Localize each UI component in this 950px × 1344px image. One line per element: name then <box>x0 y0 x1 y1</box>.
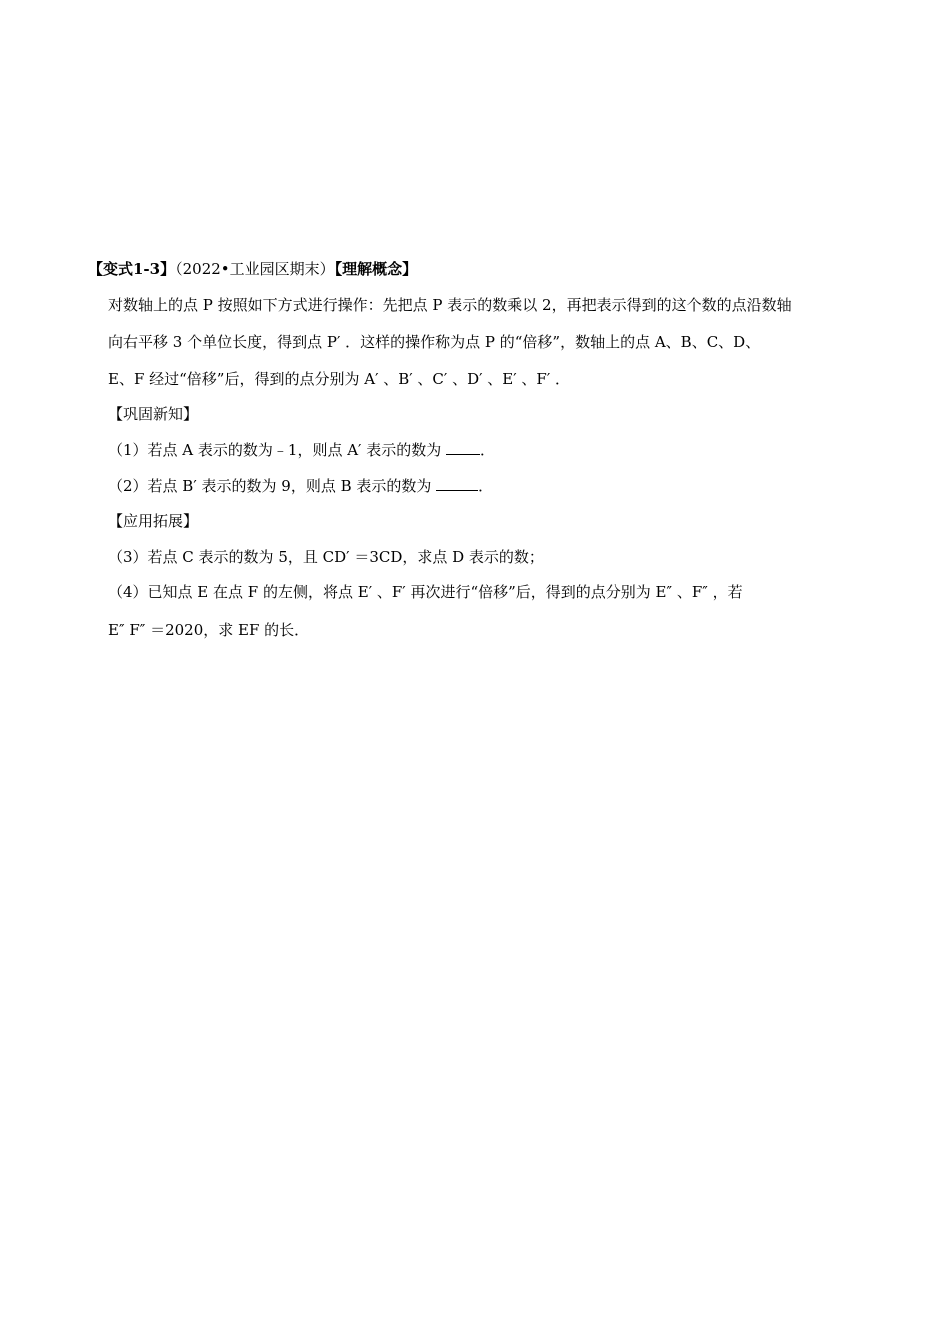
question-2-end: ． <box>478 477 494 495</box>
problem-text-line-1: 对数轴上的点 P 按照如下方式进行操作：先把点 P 表示的数乘以 2，再把表示得到的这个数的点沿数轴 <box>108 296 792 314</box>
section-title-consolidate: 【巩固新知】 <box>108 405 199 423</box>
problem-text-line-2: 向右平移 3 个单位长度，得到点 P′ ．这样的操作称为点 P 的“倍移”，数轴上的点 A、B、C、D、 <box>108 333 761 351</box>
problem-header <box>88 259 417 279</box>
question-4-line-2: E″ F″ ＝2020，求 EF 的长． <box>108 621 310 639</box>
question-2 <box>108 476 493 496</box>
question-3: （3）若点 C 表示的数为 5，且 CD′ ＝3CD，求点 D 表示的数； <box>108 548 544 566</box>
question-4-line-1: （4）已知点 E 在点 F 的左侧，将点 E′ 、F′ 再次进行“倍移”后，得到的点分别为 E″ 、F″ ，若 <box>108 583 743 601</box>
answer-blank-1[interactable] <box>446 440 480 455</box>
variant-tag: 【变式1-3】 <box>88 260 176 278</box>
problem-text-line-3: E、F 经过“倍移”后，得到的点分别为 A′ 、B′ 、C′ 、D′ 、E′ 、F′ ． <box>108 370 570 388</box>
answer-blank-2[interactable] <box>436 476 478 491</box>
question-1 <box>108 440 495 460</box>
question-1-end: ． <box>480 441 496 459</box>
question-1-text: （1）若点 A 表示的数为﹣1，则点 A′ 表示的数为 <box>108 441 442 459</box>
section-title-application: 【应用拓展】 <box>108 512 199 530</box>
source-tag: （2022•工业园区期末） <box>175 260 335 278</box>
question-2-text: （2）若点 B′ 表示的数为 9，则点 B 表示的数为 <box>108 477 432 495</box>
topic-tag: 【理解概念】 <box>334 260 418 278</box>
